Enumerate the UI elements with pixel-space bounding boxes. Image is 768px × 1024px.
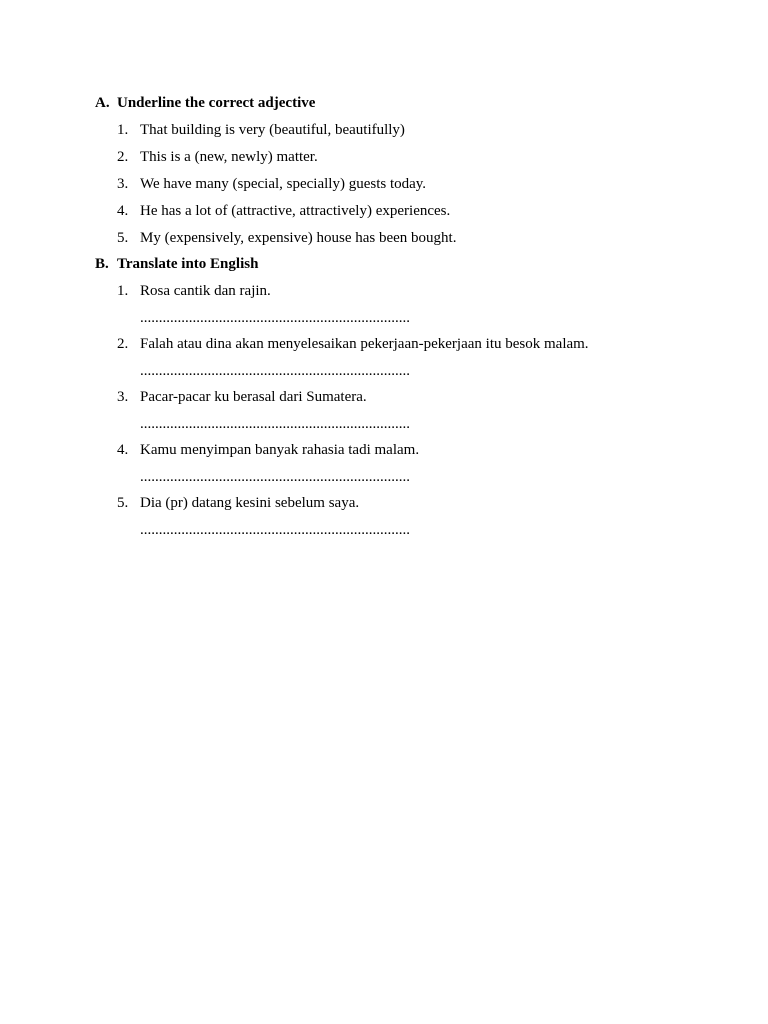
section-a-list xyxy=(95,121,715,256)
section-a xyxy=(95,94,715,256)
item-number: 1. xyxy=(117,283,129,299)
list-item xyxy=(95,121,715,148)
item-number: 1. xyxy=(117,122,129,138)
answer-line: ........................................................................ xyxy=(140,310,410,326)
item-text: Falah atau dina akan menyelesaikan pekerjaan-pekerjaan itu besok malam. xyxy=(140,336,589,352)
answer-line: ........................................................................ xyxy=(140,416,410,432)
list-item xyxy=(95,202,715,229)
item-text: Rosa cantik dan rajin. xyxy=(140,283,271,299)
item-text: Kamu menyimpan banyak rahasia tadi malam. xyxy=(140,442,420,458)
answer-line: ........................................................................ xyxy=(140,522,410,538)
item-number: 2. xyxy=(117,336,129,352)
section-b-title: Translate into English xyxy=(117,256,259,272)
list-item xyxy=(95,388,715,441)
section-a-title: Underline the correct adjective xyxy=(117,95,316,111)
section-b-letter: B. xyxy=(95,256,109,272)
list-item xyxy=(95,148,715,175)
section-b-heading xyxy=(95,255,715,282)
section-a-heading xyxy=(95,94,715,121)
item-text: Pacar-pacar ku berasal dari Sumatera. xyxy=(140,389,367,405)
section-b-list xyxy=(95,282,715,547)
item-number: 5. xyxy=(117,495,129,511)
list-item xyxy=(95,282,715,335)
item-number: 4. xyxy=(117,203,129,219)
item-text: My (expensively, expensive) house has been bought. xyxy=(140,230,457,246)
section-a-letter: A. xyxy=(95,95,110,111)
item-number: 4. xyxy=(117,442,129,458)
list-item xyxy=(95,494,715,547)
item-text: Dia (pr) datang kesini sebelum saya. xyxy=(140,495,360,511)
list-item xyxy=(95,229,715,256)
list-item xyxy=(95,335,715,388)
item-number: 3. xyxy=(117,389,129,405)
section-b xyxy=(95,255,715,547)
item-text: That building is very (beautiful, beautifully) xyxy=(140,122,405,138)
item-text: He has a lot of (attractive, attractively) experiences. xyxy=(140,203,451,219)
list-item xyxy=(95,175,715,202)
item-text: We have many (special, specially) guests today. xyxy=(140,176,427,192)
item-number: 2. xyxy=(117,149,129,165)
item-number: 3. xyxy=(117,176,129,192)
answer-line: ........................................................................ xyxy=(140,363,410,379)
answer-line: ........................................................................ xyxy=(140,469,410,485)
item-number: 5. xyxy=(117,230,129,246)
list-item xyxy=(95,441,715,494)
item-text: This is a (new, newly) matter. xyxy=(140,149,318,165)
